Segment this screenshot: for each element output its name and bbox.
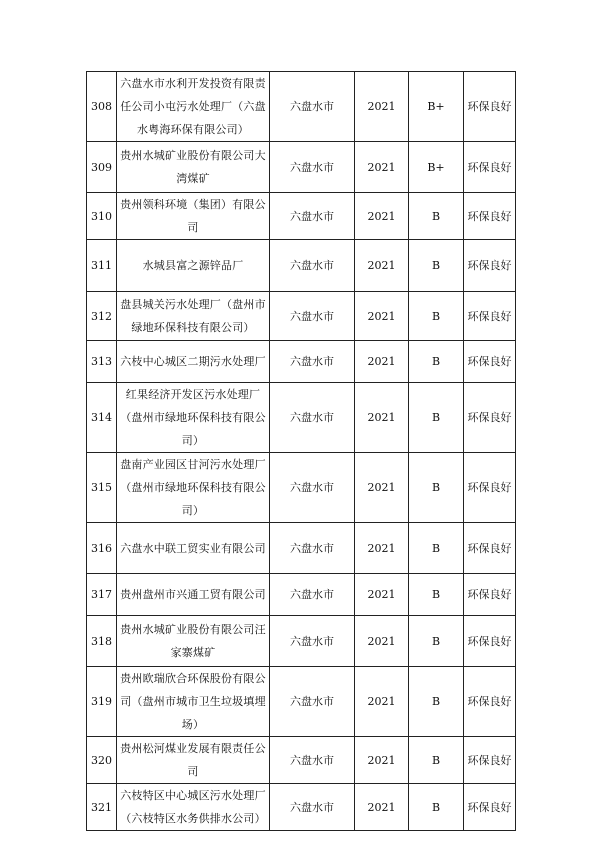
year: 2021 (355, 784, 409, 831)
company-name: 贵州盘州市兴通工贸有限公司 (117, 574, 270, 616)
city: 六盘水市 (270, 72, 355, 142)
year: 2021 (355, 616, 409, 667)
rating: 环保良好 (464, 292, 516, 341)
table-row (87, 383, 516, 453)
rating: 环保良好 (464, 383, 516, 453)
grade: B (409, 737, 464, 784)
row-number: 312 (87, 292, 117, 341)
row-number: 315 (87, 453, 117, 523)
grade: B (409, 240, 464, 292)
grade: B (409, 383, 464, 453)
year: 2021 (355, 453, 409, 523)
year: 2021 (355, 383, 409, 453)
table-row (87, 292, 516, 341)
company-name: 六盘水中联工贸实业有限公司 (117, 523, 270, 574)
year: 2021 (355, 523, 409, 574)
table-row (87, 574, 516, 616)
table-row (87, 737, 516, 784)
city: 六盘水市 (270, 142, 355, 193)
company-name: 盘南产业园区甘河污水处理厂（盘州市绿地环保科技有限公司） (117, 453, 270, 523)
row-number: 309 (87, 142, 117, 193)
grade: B (409, 574, 464, 616)
row-number: 311 (87, 240, 117, 292)
city: 六盘水市 (270, 193, 355, 240)
grade: B (409, 784, 464, 831)
rating: 环保良好 (464, 341, 516, 383)
grade: B (409, 341, 464, 383)
company-name: 贵州水城矿业股份有限公司汪家寨煤矿 (117, 616, 270, 667)
year: 2021 (355, 292, 409, 341)
rating: 环保良好 (464, 574, 516, 616)
year: 2021 (355, 72, 409, 142)
rating: 环保良好 (464, 523, 516, 574)
company-name: 贵州领科环境（集团）有限公司 (117, 193, 270, 240)
row-number: 321 (87, 784, 117, 831)
grade: B (409, 292, 464, 341)
rating: 环保良好 (464, 193, 516, 240)
company-name: 六枝中心城区二期污水处理厂 (117, 341, 270, 383)
year: 2021 (355, 737, 409, 784)
rating: 环保良好 (464, 240, 516, 292)
company-name: 六枝特区中心城区污水处理厂（六枝特区水务供排水公司） (117, 784, 270, 831)
row-number: 314 (87, 383, 117, 453)
city: 六盘水市 (270, 616, 355, 667)
row-number: 308 (87, 72, 117, 142)
year: 2021 (355, 240, 409, 292)
city: 六盘水市 (270, 784, 355, 831)
company-name: 贵州欧瑞欣合环保股份有限公司（盘州市城市卫生垃圾填埋场） (117, 667, 270, 737)
table-row (87, 784, 516, 831)
table-row (87, 142, 516, 193)
company-name: 六盘水市水利开发投资有限责任公司小屯污水处理厂（六盘水粤海环保有限公司） (117, 72, 270, 142)
row-number: 313 (87, 341, 117, 383)
city: 六盘水市 (270, 737, 355, 784)
grade: B (409, 193, 464, 240)
company-name: 水城县富之源锌品厂 (117, 240, 270, 292)
company-name: 盘县城关污水处理厂（盘州市绿地环保科技有限公司） (117, 292, 270, 341)
year: 2021 (355, 667, 409, 737)
city: 六盘水市 (270, 383, 355, 453)
table-row (87, 240, 516, 292)
row-number: 320 (87, 737, 117, 784)
table-row (87, 616, 516, 667)
year: 2021 (355, 341, 409, 383)
company-name: 红果经济开发区污水处理厂（盘州市绿地环保科技有限公司） (117, 383, 270, 453)
row-number: 316 (87, 523, 117, 574)
city: 六盘水市 (270, 453, 355, 523)
table-row (87, 453, 516, 523)
rating: 环保良好 (464, 667, 516, 737)
grade: B+ (409, 72, 464, 142)
table-row (87, 193, 516, 240)
rating-table-body (87, 72, 516, 831)
city: 六盘水市 (270, 292, 355, 341)
rating: 环保良好 (464, 72, 516, 142)
grade: B (409, 523, 464, 574)
year: 2021 (355, 574, 409, 616)
rating: 环保良好 (464, 737, 516, 784)
company-name: 贵州松河煤业发展有限责任公司 (117, 737, 270, 784)
year: 2021 (355, 193, 409, 240)
city: 六盘水市 (270, 667, 355, 737)
rating-table (86, 71, 516, 831)
company-name: 贵州水城矿业股份有限公司大湾煤矿 (117, 142, 270, 193)
row-number: 317 (87, 574, 117, 616)
grade: B (409, 616, 464, 667)
grade: B (409, 453, 464, 523)
row-number: 319 (87, 667, 117, 737)
table-row (87, 341, 516, 383)
rating: 环保良好 (464, 142, 516, 193)
rating: 环保良好 (464, 453, 516, 523)
rating: 环保良好 (464, 784, 516, 831)
rating: 环保良好 (464, 616, 516, 667)
row-number: 310 (87, 193, 117, 240)
city: 六盘水市 (270, 341, 355, 383)
grade: B+ (409, 142, 464, 193)
year: 2021 (355, 142, 409, 193)
table-row (87, 523, 516, 574)
grade: B (409, 667, 464, 737)
table-row (87, 72, 516, 142)
row-number: 318 (87, 616, 117, 667)
city: 六盘水市 (270, 523, 355, 574)
city: 六盘水市 (270, 240, 355, 292)
table-row (87, 667, 516, 737)
city: 六盘水市 (270, 574, 355, 616)
